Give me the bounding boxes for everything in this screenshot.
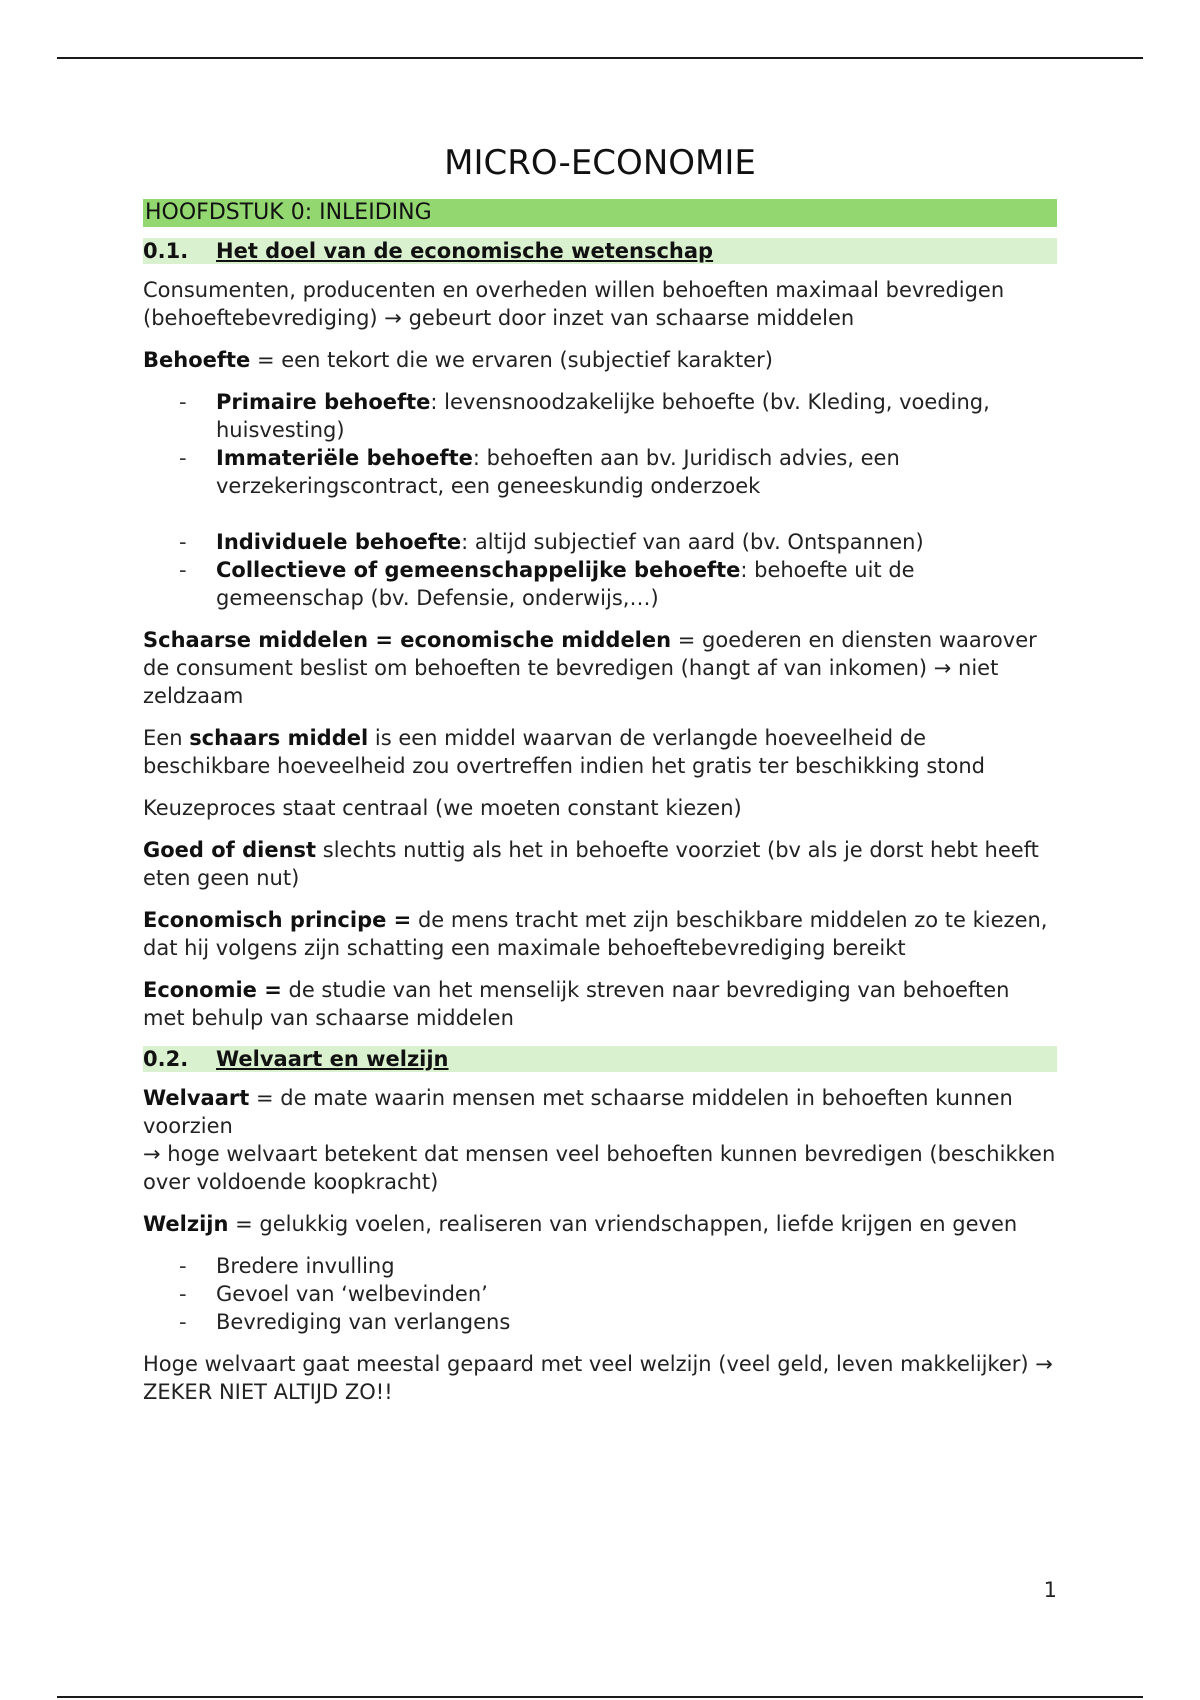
intro-paragraph: Consumenten, producenten en overheden willen behoeften maximaal bevredigen (behoeftebevrediging) → gebeurt door inzet van schaarse middelen — [143, 278, 1005, 330]
list-item-text: : levensnoodzakelijke behoefte (bv. Kleding, voeding, huisvesting) — [216, 390, 990, 442]
definition-term: Economisch principe = — [143, 908, 412, 932]
definition-text: = een tekort die we ervaren (subjectief karakter) — [250, 348, 773, 372]
section-number: 0.1. — [143, 239, 189, 263]
chapter-heading: HOOFDSTUK 0: INLEIDING — [143, 199, 1057, 227]
list-item-text: : altijd subjectief van aard (bv. Ontspannen) — [461, 530, 924, 554]
definition-term: Schaarse middelen = economische middelen — [143, 628, 672, 652]
definition-term: Welzijn — [143, 1212, 229, 1236]
definition-text: = goederen en diensten waarover de consument beslist om behoeften te bevredigen (hangt af van inkomen) → niet zeldzaam — [143, 628, 1037, 708]
list-item: - Gevoel van ‘welbevinden’ — [143, 1280, 1057, 1308]
definition-term: Behoefte — [143, 348, 251, 372]
definition-text: de mens tracht met zijn beschikbare middelen zo te kiezen, dat hij volgens zijn schatting een maximale behoeftebevrediging bereikt — [143, 908, 1048, 960]
definition-term: schaars middel — [189, 726, 369, 750]
behoefte-list — [143, 388, 1057, 612]
welzijn-definition — [143, 1210, 1057, 1238]
definition-text: is een middel waarvan de verlangde hoeveelheid de beschikbare hoeveelheid zou overtreffen indien het gratis ter beschikking stond — [143, 726, 985, 778]
conclusion-paragraph: Hoge welvaart gaat meestal gepaard met veel welzijn (veel geld, leven makkelijker) → ZEKER NIET ALTIJD ZO!! — [143, 1352, 1053, 1404]
section-title: Het doel van de economische wetenschap — [216, 239, 714, 263]
list-item-term: Primaire behoefte — [216, 390, 431, 414]
paragraph-prefix: Een — [143, 726, 190, 750]
section-title: Welvaart en welzijn — [216, 1047, 449, 1071]
definition-term: Economie = — [143, 978, 282, 1002]
list-item-term: Collectieve of gemeenschappelijke behoefte — [216, 558, 741, 582]
behoefte-definition — [143, 346, 1057, 374]
list-item — [143, 528, 1057, 556]
definition-text: slechts nuttig als het in behoefte voorziet (bv als je dorst hebt heeft eten geen nut) — [143, 838, 1039, 890]
economie-definition — [143, 976, 1057, 1032]
welvaart-definition — [143, 1084, 1057, 1196]
document-body — [143, 140, 1057, 1420]
definition-text: = gelukkig voelen, realiseren van vriendschappen, liefde krijgen en geven — [228, 1212, 1018, 1236]
document-title: MICRO-ECONOMIE — [444, 143, 756, 183]
definition-text: de studie van het menselijk streven naar bevrediging van behoeften met behulp van schaarse middelen — [143, 978, 1010, 1030]
section-heading-0-2 — [143, 1046, 1057, 1072]
economisch-principe-definition — [143, 906, 1057, 962]
list-item: - Bredere invulling — [143, 1252, 1057, 1280]
list-item — [143, 388, 1057, 444]
list-item — [143, 444, 1057, 500]
header-rule — [57, 57, 1143, 59]
welzijn-list — [143, 1252, 1057, 1336]
footer-rule — [57, 1696, 1143, 1698]
list-item-text: : behoeften aan bv. Juridisch advies, een verzekeringscontract, een geneeskundig onderzoek — [216, 446, 900, 498]
definition-term: Goed of dienst — [143, 838, 317, 862]
goed-of-dienst-paragraph — [143, 836, 1057, 892]
definition-term: Welvaart — [143, 1086, 250, 1110]
section-number: 0.2. — [143, 1047, 189, 1071]
welvaart-note: → hoge welvaart betekent dat mensen veel behoeften kunnen bevredigen (beschikken over voldoende koopkracht) — [143, 1142, 1056, 1194]
list-item — [143, 556, 1057, 612]
keuzeproces-paragraph: Keuzeproces staat centraal (we moeten constant kiezen) — [143, 796, 742, 820]
section-heading-0-1 — [143, 238, 1057, 264]
list-item: - Bevrediging van verlangens — [143, 1308, 1057, 1336]
list-item-text: : behoefte uit de gemeenschap (bv. Defensie, onderwijs,…) — [216, 558, 915, 610]
schaarse-middelen-definition — [143, 626, 1057, 710]
schaars-middel-paragraph — [143, 724, 1057, 780]
page-number: 1 — [1043, 1578, 1057, 1602]
definition-text: = de mate waarin mensen met schaarse middelen in behoeften kunnen voorzien — [143, 1086, 1013, 1138]
list-item-term: Immateriële behoefte — [216, 446, 473, 470]
list-item-term: Individuele behoefte — [216, 530, 462, 554]
